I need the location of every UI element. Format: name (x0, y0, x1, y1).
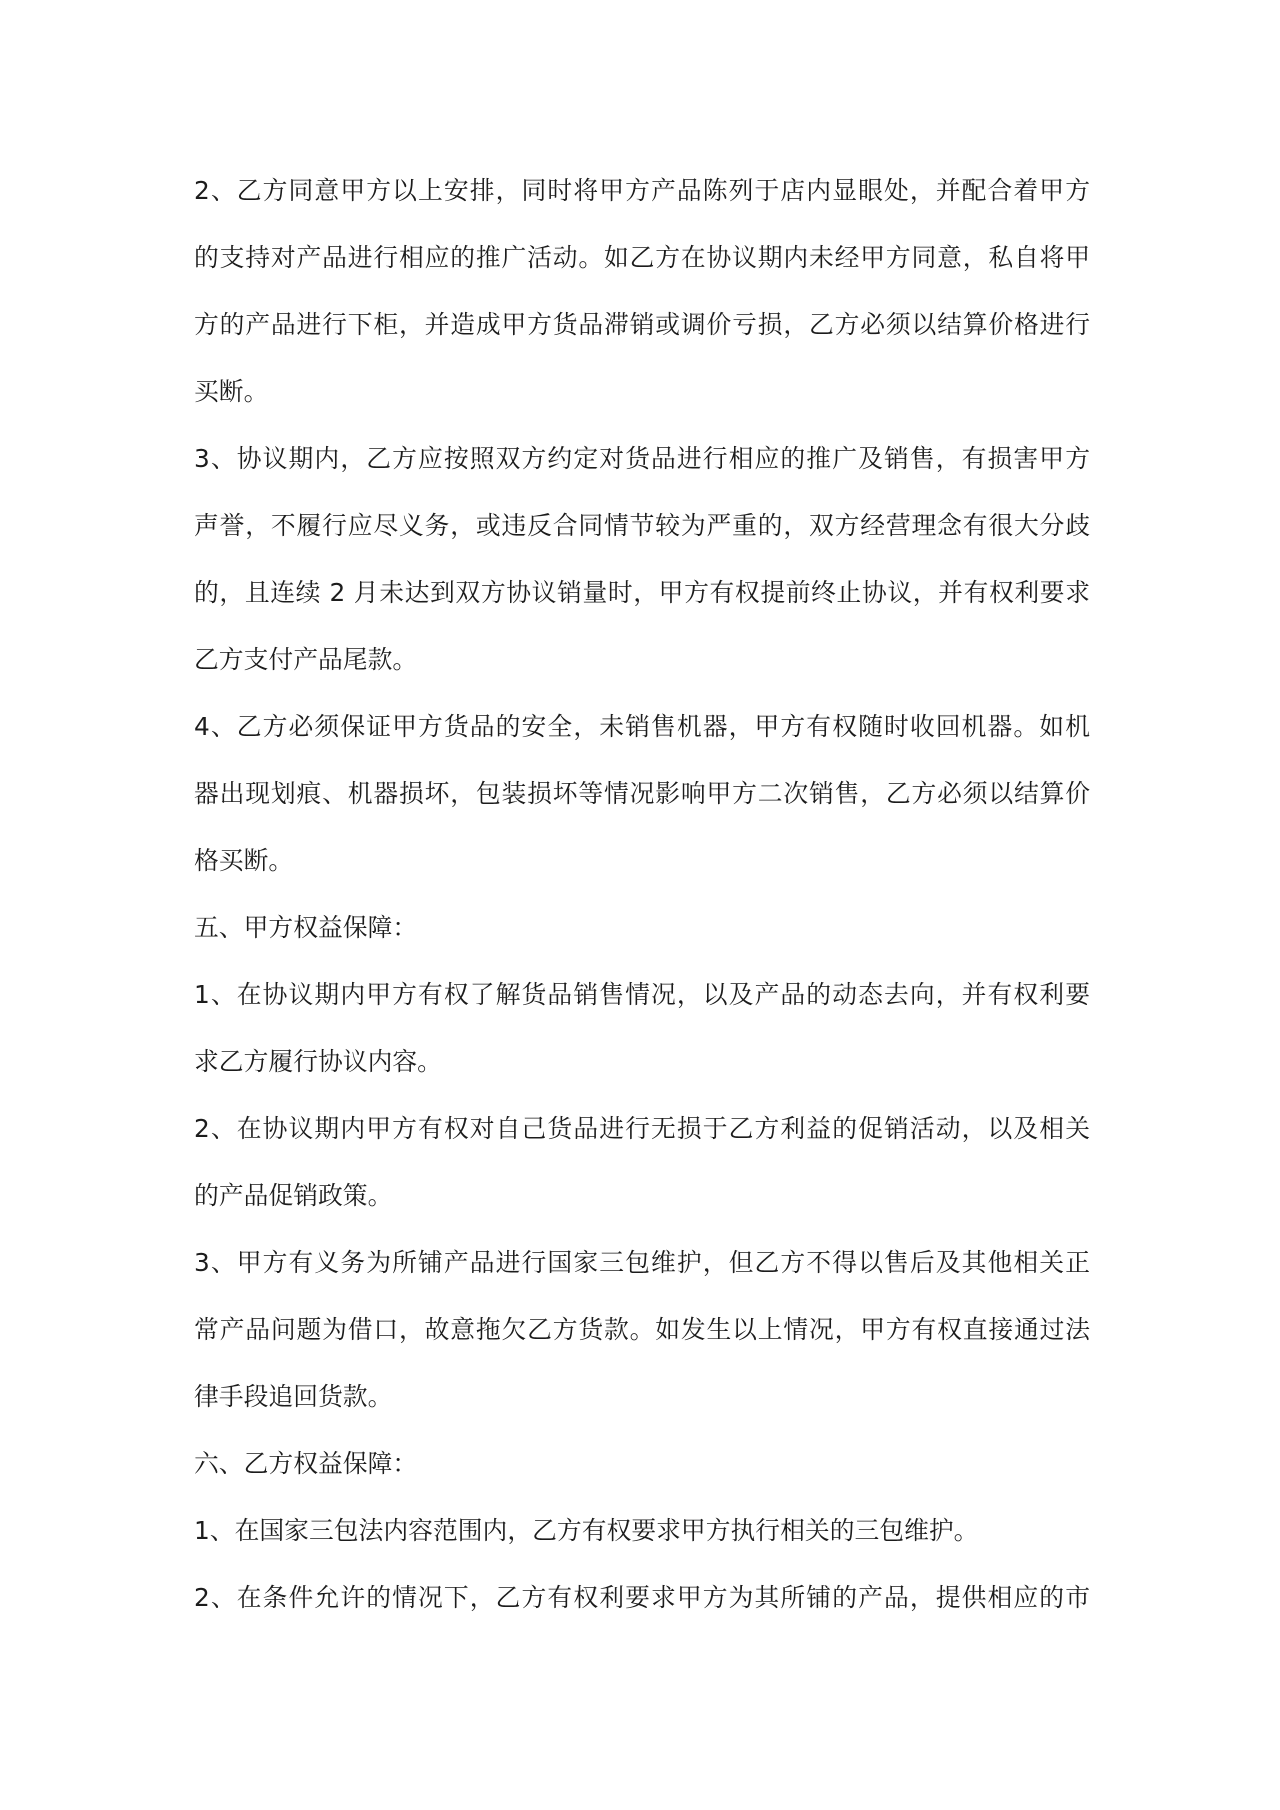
text-line: 3、甲方有义务为所铺产品进行国家三包维护，但乙方不得以售后及其他相关正 (194, 1248, 1090, 1277)
text-line: 格买断。 (194, 846, 294, 875)
text-line: 的产品促销政策。 (194, 1181, 393, 1210)
text-line: 五、甲方权益保障： (194, 913, 418, 942)
text-line: 2、在条件允许的情况下，乙方有权利要求甲方为其所铺的产品，提供相应的市 (194, 1583, 1090, 1612)
text-line: 常产品问题为借口，故意拖欠乙方货款。如发生以上情况，甲方有权直接通过法 (194, 1315, 1090, 1344)
text-line: 1、在协议期内甲方有权了解货品销售情况，以及产品的动态去向，并有权利要 (194, 980, 1090, 1009)
text-line: 方的产品进行下柜，并造成甲方货品滞销或调价亏损，乙方必须以结算价格进行 (194, 310, 1090, 339)
text-line: 3、协议期内，乙方应按照双方约定对货品进行相应的推广及销售，有损害甲方 (194, 444, 1090, 473)
text-line: 律手段追回货款。 (194, 1382, 393, 1411)
text-line: 乙方支付产品尾款。 (194, 645, 418, 674)
text-line: 器出现划痕、机器损坏，包装损坏等情况影响甲方二次销售，乙方必须以结算价 (194, 779, 1090, 808)
text-line: 2、在协议期内甲方有权对自己货品进行无损于乙方利益的促销活动，以及相关 (194, 1114, 1090, 1143)
text-line: 4、乙方必须保证甲方货品的安全，未销售机器，甲方有权随时收回机器。如机 (194, 712, 1090, 741)
text-line: 2、乙方同意甲方以上安排，同时将甲方产品陈列于店内显眼处，并配合着甲方 (194, 176, 1090, 205)
text-line: 的支持对产品进行相应的推广活动。如乙方在协议期内未经甲方同意，私自将甲 (194, 243, 1090, 272)
document-body (194, 157, 1090, 1631)
text-line: 的，且连续 2 月未达到双方协议销量时，甲方有权提前终止协议，并有权利要求 (194, 578, 1090, 607)
text-line: 买断。 (194, 377, 269, 406)
text-line: 求乙方履行协议内容。 (194, 1047, 442, 1076)
text-line: 1、在国家三包法内容范围内，乙方有权要求甲方执行相关的三包维护。 (194, 1516, 979, 1545)
text-line: 声誉，不履行应尽义务，或违反合同情节较为严重的，双方经营理念有很大分歧 (194, 511, 1090, 540)
text-line: 六、乙方权益保障： (194, 1449, 418, 1478)
